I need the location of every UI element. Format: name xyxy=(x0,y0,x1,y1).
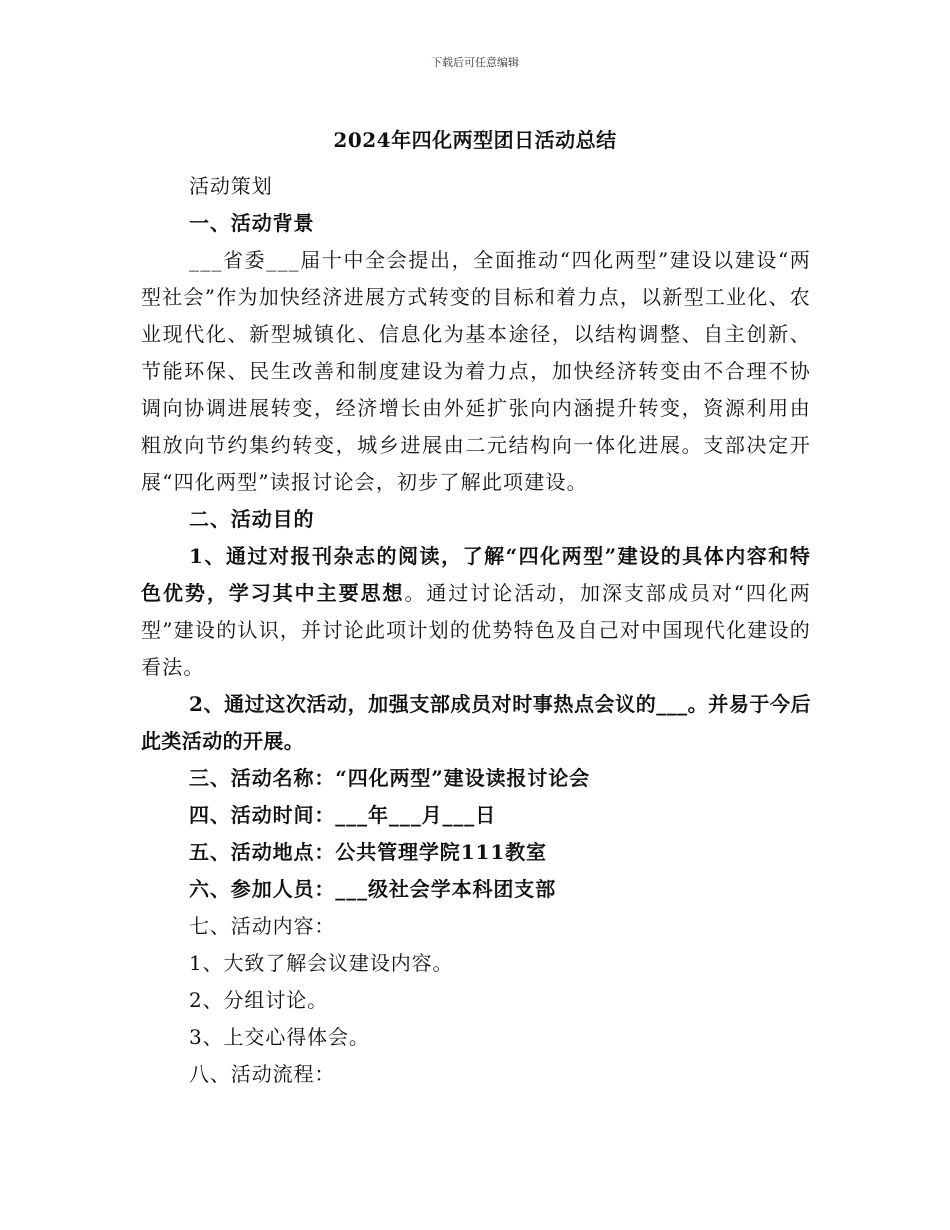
purpose-item-1-bold: 1、通过对报刊杂志的阅读，了解“四化两型”建设的具体内容和特色优势，学习其中主要思想 xyxy=(141,544,811,605)
participants: 六、参加人员：___级社会学本科团支部 xyxy=(189,877,557,901)
purpose-item-2: 2、通过这次活动，加强支部成员对时事热点会议的___。并易于今后此类活动的开展。 xyxy=(141,692,811,753)
content-item: 1、大致了解会议建设内容。 xyxy=(189,951,454,975)
document-body xyxy=(141,168,811,1093)
heading-background: 一、活动背景 xyxy=(189,211,315,235)
activity-location: 五、活动地点：公共管理学院111教室 xyxy=(189,840,547,864)
purpose-item-1 xyxy=(141,538,811,686)
section-label: 活动策划 xyxy=(189,174,273,198)
activity-name: 三、活动名称：“四化两型”建设读报讨论会 xyxy=(189,766,591,790)
document-title: 2024年四化两型团日活动总结 xyxy=(333,128,617,152)
background-paragraph: ___省委___届十中全会提出，全面推动“四化两型”建设以建设“两型社会”作为加快经济进展方式转变的目标和着力点，以新型工业化、农业现代化、新型城镇化、信息化为基本途径，以结构调整、自主创新、节能环保、民生改善和制度建设为着力点，加快经济转变由不合理不协调向协调进展转变，经济增长由外延扩张向内涵提升转变，资源利用由粗放向节约集约转变，城乡进展由二元结构向一体化进展。支部决定开展“四化两型”读报讨论会，初步了解此项建设。 xyxy=(141,248,811,494)
content-item: 2、分组讨论。 xyxy=(189,988,329,1012)
heading-flow: 八、活动流程： xyxy=(189,1062,336,1086)
content-item: 3、上交心得体会。 xyxy=(189,1025,370,1049)
activity-time: 四、活动时间：___年___月___日 xyxy=(189,803,497,827)
purpose-item-1-rest: 。通过讨论活动，加深支部成员对“四化两型”建设的认识，并讨论此项计划的优势特色及自己对中国现代化建设的看法。 xyxy=(141,581,811,679)
heading-purpose: 二、活动目的 xyxy=(189,507,315,531)
header-note: 下载后可任意编辑 xyxy=(431,56,519,69)
heading-content: 七、活动内容： xyxy=(189,914,336,938)
